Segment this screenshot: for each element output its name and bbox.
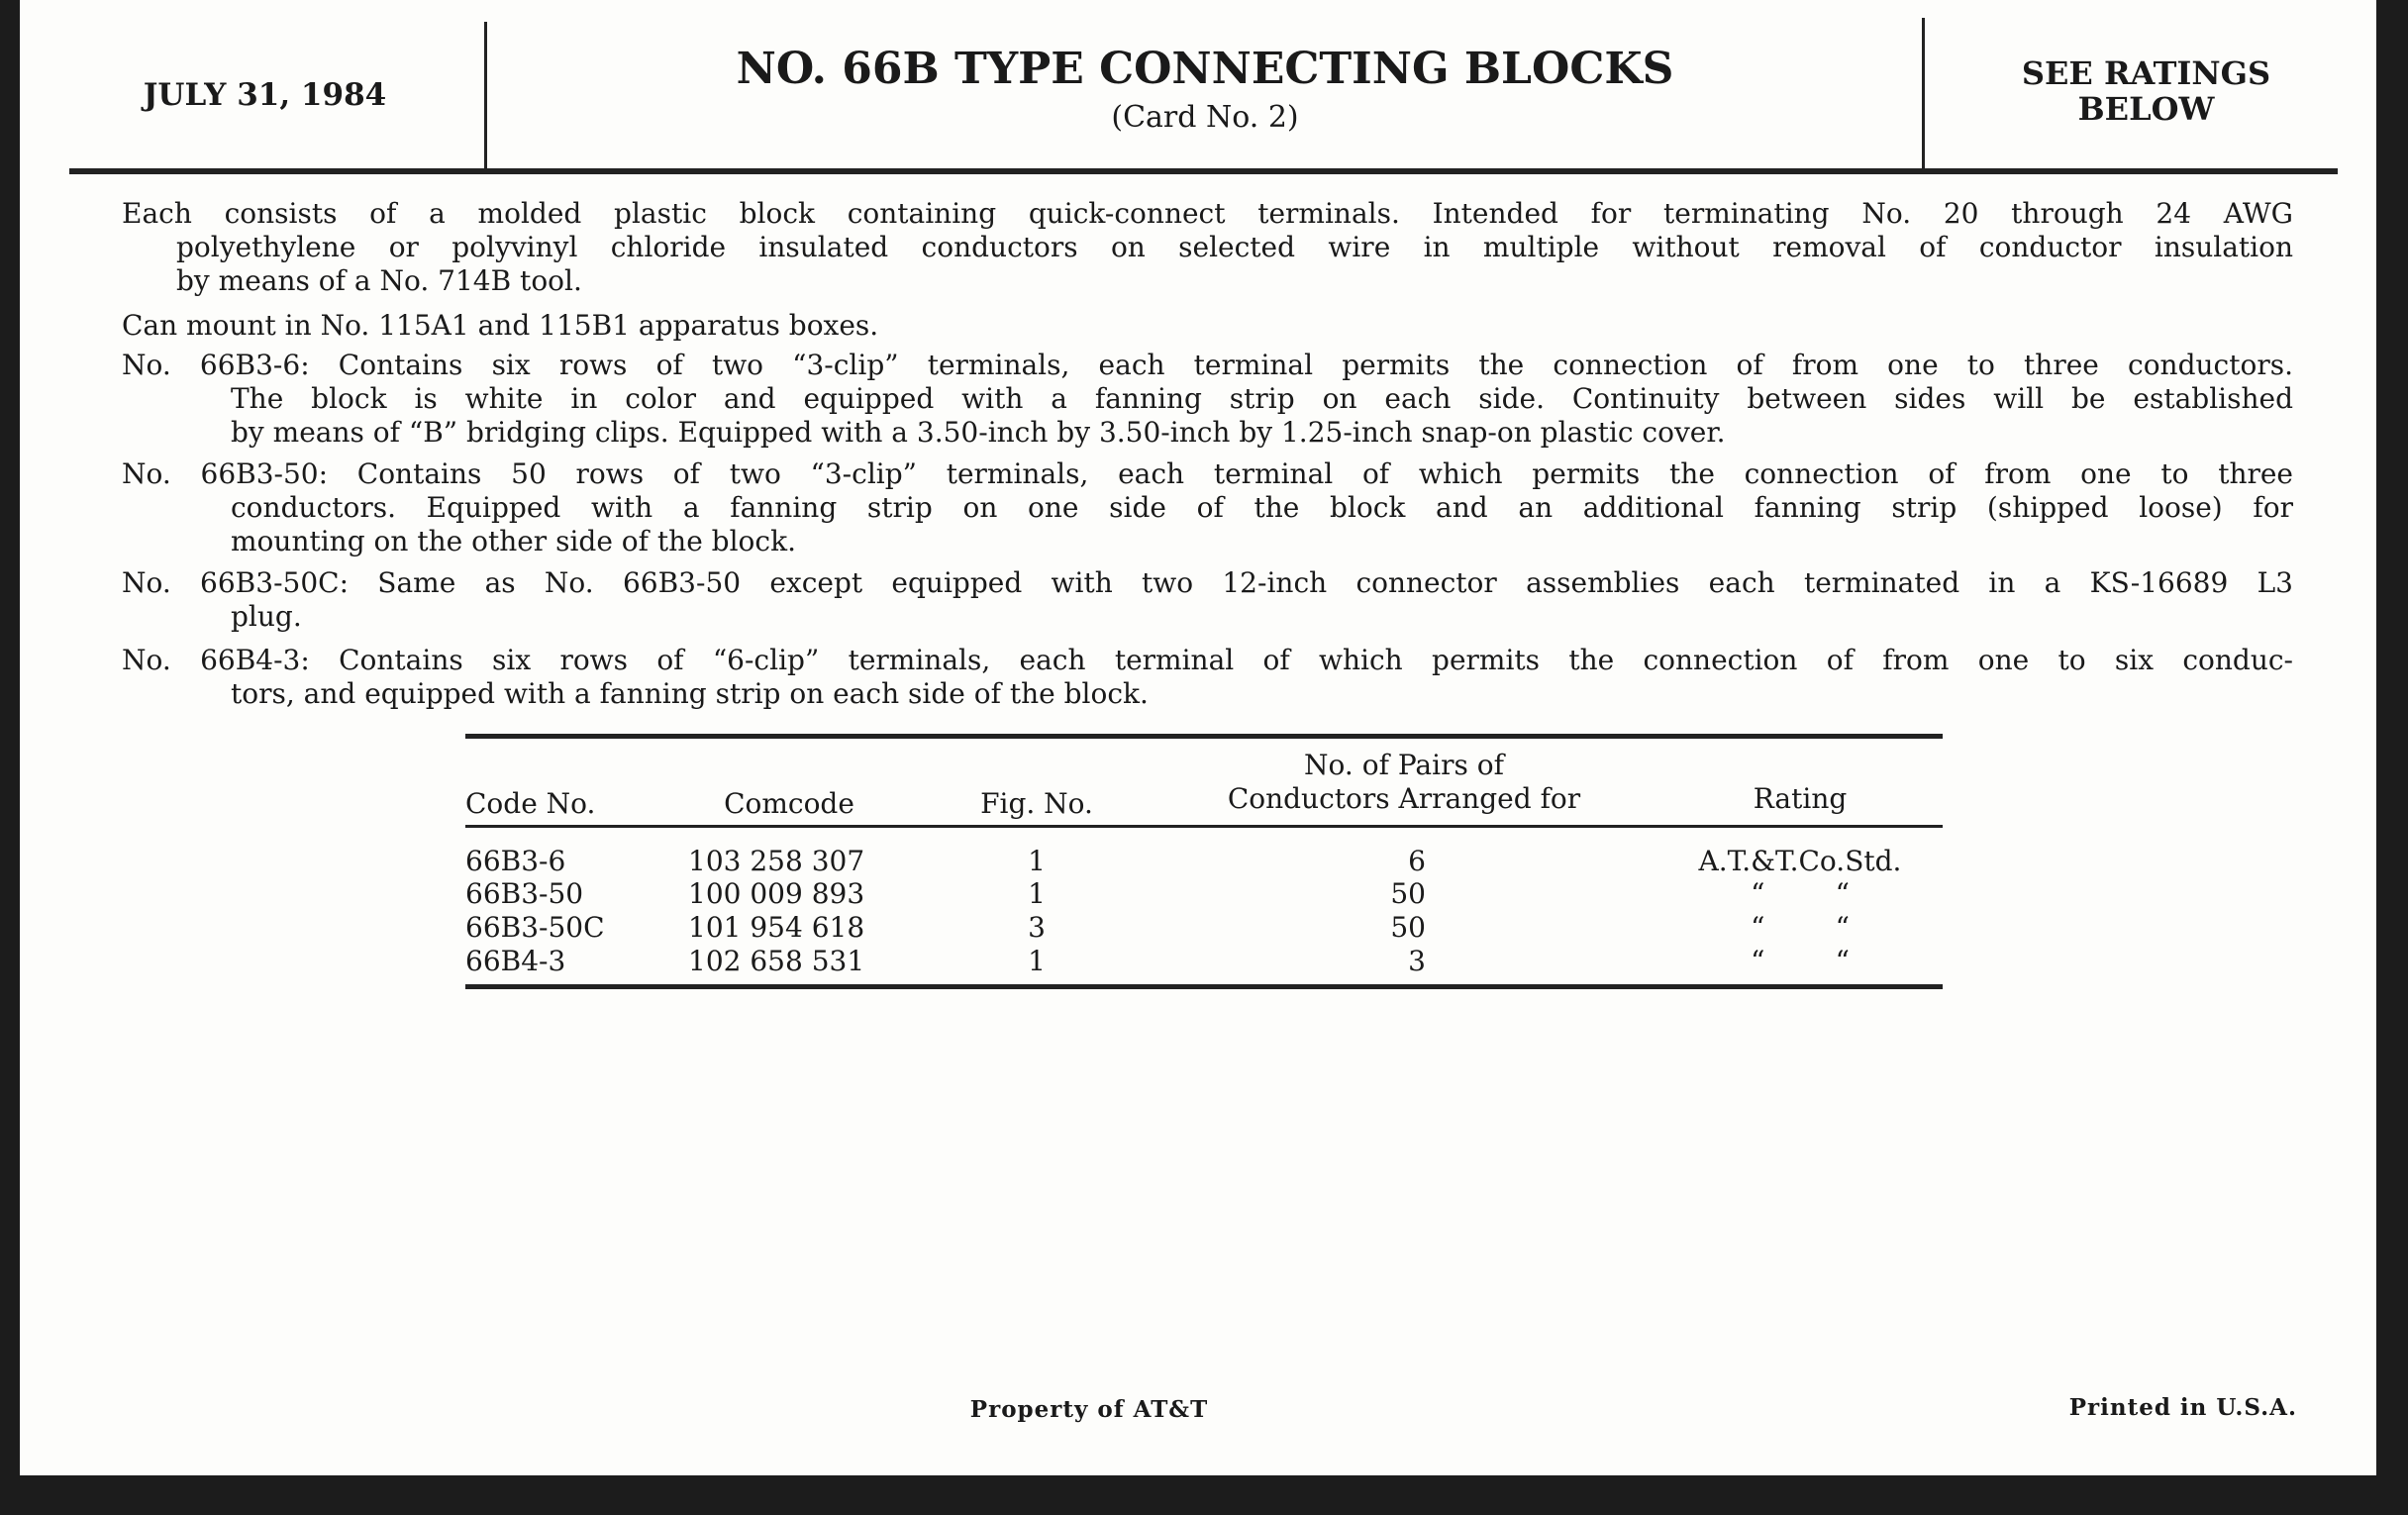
paragraph-line: No. 66B3-50: Contains 50 rows of two “3-clip” terminals, each terminal of which permits the connection of from one to three	[122, 457, 2293, 490]
paragraph-line: No. 66B4-3: Contains six rows of “6-clip” terminals, each terminal of which permits the connection of from one to six conduc-	[122, 644, 2293, 676]
cell-pairs: 50	[1390, 877, 1426, 910]
cell-comcode: 100 009 893	[688, 877, 865, 910]
cell-fig-no: 3	[1028, 911, 1046, 944]
paragraph-line: No. 66B3-50C: Same as No. 66B3-50 except equipped with two 12-inch connector assemblies each terminated in a KS-16689 L3	[122, 566, 2293, 599]
paragraph	[122, 457, 2293, 558]
cell-comcode: 103 258 307	[688, 845, 865, 877]
paragraph-line: No. 66B3-6: Contains six rows of two “3-clip” terminals, each terminal permits the connection of from one to three conductors.	[122, 349, 2293, 381]
card-date: JULY 31, 1984	[143, 77, 387, 113]
cell-rating: A.T.&T.Co.Std.	[1698, 845, 1902, 877]
cell-pairs: 50	[1390, 911, 1426, 944]
paragraph	[122, 566, 2293, 634]
page-title: NO. 66B TYPE CONNECTING BLOCKS	[736, 44, 1674, 94]
ratings-note-line1: SEE RATINGS	[2021, 54, 2271, 92]
cell-rating: “ “	[1751, 877, 1850, 910]
cell-fig-no: 1	[1028, 845, 1046, 877]
printed-in-notice: Printed in U.S.A.	[2068, 1394, 2297, 1421]
cell-fig-no: 1	[1028, 877, 1046, 910]
header-pairs-line2: Conductors Arranged for	[1227, 782, 1581, 815]
cell-rating: “ “	[1751, 911, 1850, 944]
header-comcode: Comcode	[724, 787, 854, 820]
paragraph-line: polyethylene or polyvinyl chloride insulated conductors on selected wire in multiple without removal of conductor insulation	[176, 231, 2293, 263]
paragraph-line: mounting on the other side of the block.	[231, 525, 796, 557]
paragraph-line: The block is white in color and equipped with a fanning strip on each side. Continuity between sides will be established	[231, 382, 2293, 415]
cell-pairs: 3	[1408, 945, 1426, 977]
header-rule	[69, 168, 2338, 174]
ratings-note-line2: BELOW	[2077, 90, 2215, 128]
cell-pairs: 6	[1408, 845, 1426, 877]
paragraph-line: Each consists of a molded plastic block containing quick-connect terminals. Intended for terminating No. 20 through 24 AWG	[122, 197, 2293, 230]
cell-fig-no: 1	[1028, 945, 1046, 977]
paragraph-line: tors, and equipped with a fanning strip on each side of the block.	[231, 677, 1149, 710]
cell-code-no: 66B4-3	[465, 945, 566, 977]
table-bottom-rule	[465, 984, 1943, 989]
header-code-no: Code No.	[465, 787, 596, 820]
paragraph-line: conductors. Equipped with a fanning strip on one side of the block and an additional fanning strip (shipped loose) for	[231, 491, 2293, 524]
paragraph	[122, 644, 2293, 711]
property-notice: Property of AT&T	[969, 1396, 1209, 1423]
paragraph-line: plug.	[231, 600, 302, 633]
header-divider-left	[484, 22, 487, 172]
cell-comcode: 102 658 531	[688, 945, 865, 977]
table-header-rule	[465, 825, 1943, 828]
paragraph-line: by means of “B” bridging clips. Equipped with a 3.50-inch by 3.50-inch by 1.25-inch snap-on plastic cover.	[231, 416, 1726, 449]
table-top-rule	[465, 734, 1943, 739]
cell-code-no: 66B3-50	[465, 877, 584, 910]
card-number: (Card No. 2)	[1111, 100, 1299, 135]
header-divider-right	[1922, 18, 1925, 172]
header-rating: Rating	[1753, 782, 1848, 815]
paragraph	[122, 309, 2293, 343]
cell-rating: “ “	[1751, 945, 1850, 977]
cell-code-no: 66B3-6	[465, 845, 566, 877]
header-pairs-line1: No. of Pairs of	[1304, 749, 1504, 781]
paragraph	[122, 197, 2293, 298]
cell-comcode: 101 954 618	[688, 911, 865, 944]
header-fig-no: Fig. No.	[980, 787, 1093, 820]
paragraph-line: Can mount in No. 115A1 and 115B1 apparatus boxes.	[122, 309, 879, 342]
paragraph	[122, 349, 2293, 450]
cell-code-no: 66B3-50C	[465, 911, 605, 944]
paragraph-line: by means of a No. 714B tool.	[176, 264, 582, 297]
